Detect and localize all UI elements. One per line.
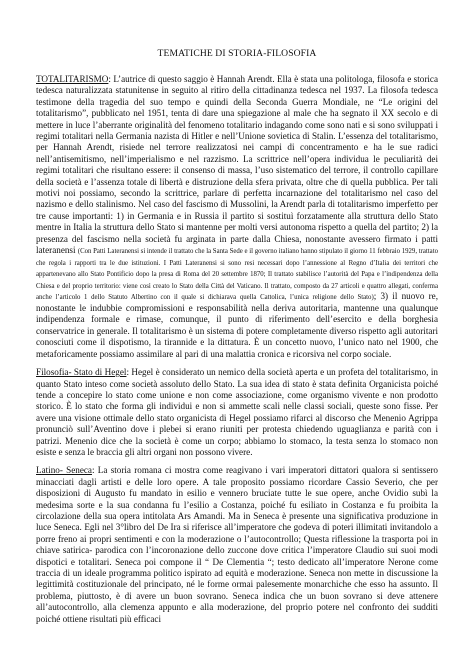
page-title: TEMATICHE DI STORIA-FILOSOFIA bbox=[157, 48, 317, 59]
section-heading-seneca: Latino- Seneca bbox=[36, 465, 92, 476]
section-seneca bbox=[36, 465, 438, 625]
section-text-totalitarismo-a: : L’autrice di questo saggio è Hannah Arendt. Ella è stata una politologa, filosofa e storica tedesca naturalizzata statunitense in seguito al ritiro della cittadinanza tedesca nel 1937. La filosofa tedesca testimone della tragedia del suo tempo e quindi della Seconda Guerra Mondiale, ne “Le origini del totalitarismo”, pubblicato nel 1951, tenta di dare una spiegazione al male che ha segnato il XX secolo e di mettere in luce l’aberrante originalità del fenomeno totalitario indagando come sono nati e si sono sviluppati i regimi totalitari nella Germania nazista di Hitler e nell’Unione sovietica di Stalin. L’essenza del totalitarismo, per Hannah Arendt, risiede nel terrore realizzatosi nei campi di concentramento e ha le sue radici nell’antisemitismo, nell’imperialismo e nel razzismo. La scrittrice nell’opera individua le peculiarità dei regimi totalitari che risultano essere: il consenso di massa, l’uso sistematico del terrore, il controllo capillare della società e l’assenza totale di libertà e distruzione della sfera privata, oltre che di quella pubblica. Per tali motivi noi possiamo, secondo la scrittrice, parlare di perfetta incarnazione del totalitarismo nel caso del nazismo e dello stalinismo. Nel caso del fascismo di Mussolini, la Arendt parla di totalitarismo imperfetto per tre cause importanti: 1) in Germania e in Russia il partito si sostituì forzatamente alla struttura dello Stato mentre in Italia la struttura dello Stato si mantenne per molti versi autonoma rispetto a quella del partito; 2) la presenza del fascismo nella società fu arginata in parte dalla Chiesa, nonostante avessero firmato i patti lateranensi bbox=[36, 74, 438, 256]
section-hegel bbox=[36, 367, 438, 458]
section-text-hegel: : Hegel è considerato un nemico della società aperta e un profeta del totalitarismo, in quanto Stato inteso come società assoluto dello Stato. La sua idea di stato è stata definita Organicista poiché tende a concepire lo stato come unione e non come associazione, come organismo vivente e non prodotto storico. È lo stato che forma gli individui e non si ammette scali nelle classi sociali, queste sono fisse. Per avere una visione ottimale dello stato organicista di Hegel possiamo rifarci al discorso che Menenio Agrippa pronunciò sull’Aventino dove i plebei si erano riuniti per protesta chiedendo uguaglianza e parità con i patrizi. Menenio dice che la società è come un corpo; abbiamo lo stomaco, la testa senza lo stomaco non esiste e senza le braccia gli altri organi non possono vivere. bbox=[36, 367, 438, 457]
section-totalitarismo bbox=[36, 74, 438, 360]
section-text-totalitarismo-b: ; 3) il nuovo re, nonostante le indubbie compromissioni e responsabilità nella deriva autoritaria, mantenne una qualunque indipendenza formale e rimase, comunque, il punto di riferimento dell’esercito e della borghesia conservatrice in generale. Il totalitarismo è un sistema di potere completamente diverso rispetto agli autoritari conosciuti come il dispotismo, la tirannide e la dittatura. È un concetto nuovo, l’unico nato nel 1900, che metaforicamente possiamo assimilare al pari di una malattia cronica e ricorsiva nel corpo sociale. bbox=[36, 291, 439, 359]
section-heading-hegel: Filosofia- Stato di Hegel bbox=[36, 367, 127, 378]
section-text-seneca: : La storia romana ci mostra come reagivano i vari imperatori dittatori qualora si sentissero minacciati dagli artisti e delle loro opere. A tale proposito possiamo ricordare Cassio Severio, che per disposizioni di Augusto fu mandato in esilio e vennero bruciate tutte le sue opere, anche Ovidio subì la medesima sorte e la sua condanna fu l’esilio a Costanza, poiché fu esiliato in Costanza e fu proibita la circolazione della sua opera intitolata Ars Amandi. Ma in Seneca è presente una significativa produzione in luce Seneca. Egli nel 3°libro del De Ira si riferisce all’imperatore che godeva di poteri illimitati invitandolo a porre freno ai propri sentimenti e con la moderazione o l’autocontrollo; Questa riflessione la trasporta poi in chiave satirica- parodica con l’incoronazione dello zuccone dove critica l’imperatore Claudio sui suoi modi dispotici e totalitari. Seneca poi compone il “ De Clementia “; testo dedicato all’imperatore Nerone come traccia di un ideale programma politico ispirato ad equità e moderazione. Seneca non mette in discussione la legittimità costituzionale del principato, né le forme ormai palesemente monarchiche che esso ha assunto. Il problema, piuttosto, è di avere un buon sovrano. Seneca indica che un buon sovrano si deve attenere all’autocontrollo, alla clemenza appunto e alla moderazione, del proprio potere nel confronto dei sudditi poiché ottiene risultati più efficaci bbox=[36, 465, 438, 624]
footnote-patti-lateranensi: (Con Patti Lateranensi si intende il trattato che la Santa Sede e il governo italiano hanno stipulato il giorno 11 febbraio 1929, trattato che regola i rapporti tra le due istituzioni. I Patti Lateranensi si sono resi necessari dopo l’annessione al Regno d’Italia dei territori che appartenevano allo Stato Pontificio dopo la presa di Roma del 20 settembre 1870; Il trattato stabilisce l’autorità del Papa e l’indipendenza della Chiesa e del proprio territorio: viene così creato lo Stato della Città del Vaticano. Il trattato, composto da 27 articoli e quattro allegati, conferma anche l’articolo 1 dello Statuto Albertino con il quale si dichiarava quella Cattolica, l’unica religione dello Stato) bbox=[36, 248, 438, 302]
section-heading-totalitarismo: TOTALITARISMO bbox=[36, 74, 109, 84]
